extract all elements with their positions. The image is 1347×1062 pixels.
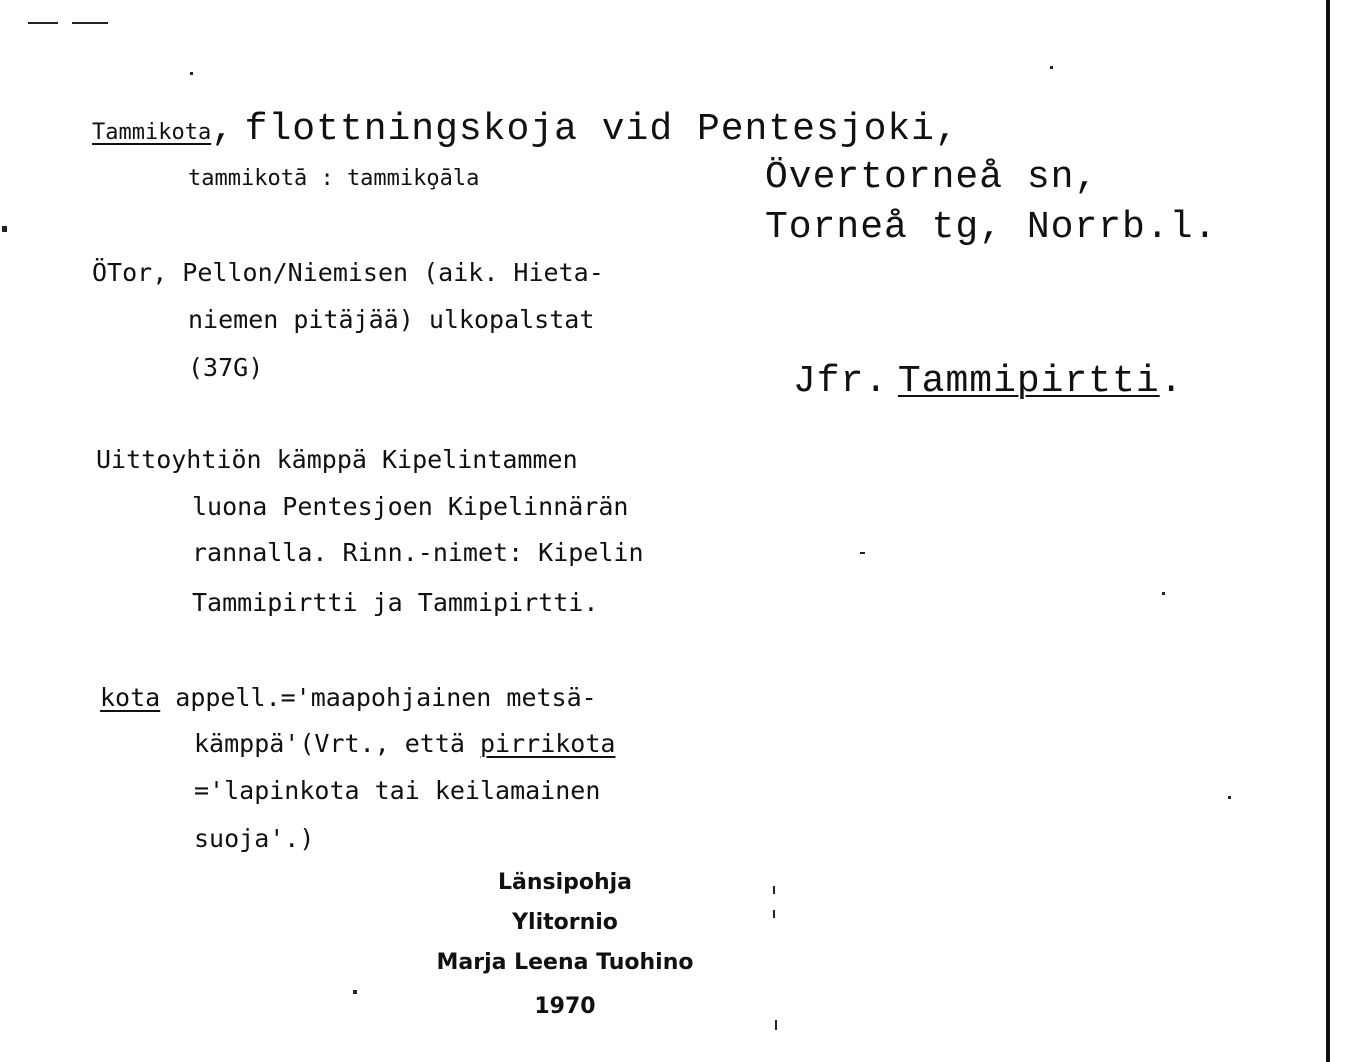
kota-line-2-word: pirrikota <box>479 729 616 758</box>
stamp-region: Länsipohja <box>497 870 633 895</box>
inflection: tammikotā : tammiko̧āla <box>188 166 480 191</box>
location-line-2: Torneå tg, Norrb.l. <box>765 206 1218 249</box>
card-edge-line <box>1326 0 1330 1062</box>
source-line-1: ÖTor, Pellon/Niemisen (aik. Hieta- <box>92 258 604 287</box>
compare-suffix: . <box>1159 360 1184 403</box>
kota-line-2 <box>194 729 615 758</box>
scan-speck <box>1050 66 1053 69</box>
headword-comma: , <box>211 108 236 151</box>
stamp-parish: Ylitornio <box>512 910 618 935</box>
scan-speck <box>860 552 865 554</box>
headword-line <box>92 108 959 151</box>
scan-speck <box>190 72 193 75</box>
kota-line-4: suoja'.) <box>194 824 315 853</box>
kota-line-3: ='lapinkota tai keilamainen <box>194 776 601 805</box>
swedish-gloss: flottningskoja vid Pentesjoki, <box>244 108 959 151</box>
kota-line-1-rest: appell.='maapohjainen metsä- <box>160 683 597 712</box>
source-line-3: (37G) <box>188 353 264 382</box>
stamp-year: 1970 <box>534 994 596 1019</box>
kota-line-2-prefix: kämppä'(Vrt., että <box>194 729 480 758</box>
scan-speck <box>1162 592 1165 595</box>
scan-speck <box>28 22 58 24</box>
compare-ref: Tammipirtti <box>897 360 1160 403</box>
scan-speck <box>72 22 108 24</box>
compare-prefix: Jfr. <box>793 360 889 403</box>
scan-speck <box>773 910 775 918</box>
scan-speck <box>1228 796 1231 799</box>
location-line-1: Övertorneå sn, <box>765 156 1099 199</box>
desc-line-2: luona Pentesjoen Kipelinnärän <box>192 492 629 521</box>
desc-line-1: Uittoyhtiön kämppä Kipelintammen <box>96 445 578 474</box>
kota-word: kota <box>100 683 161 712</box>
scan-speck <box>2 226 7 232</box>
scan-speck <box>353 990 357 994</box>
scan-speck <box>773 886 775 894</box>
scan-speck <box>775 1020 777 1030</box>
compare-reference <box>793 360 1184 403</box>
desc-line-4: Tammipirtti ja Tammipirtti. <box>192 588 599 617</box>
desc-line-3: rannalla. Rinn.-nimet: Kipelin <box>192 538 644 567</box>
stamp-collector: Marja Leena Tuohino <box>436 950 694 975</box>
headword: Tammikota <box>92 120 212 145</box>
source-line-2: niemen pitäjää) ulkopalstat <box>188 305 595 334</box>
kota-line-1 <box>100 683 597 712</box>
